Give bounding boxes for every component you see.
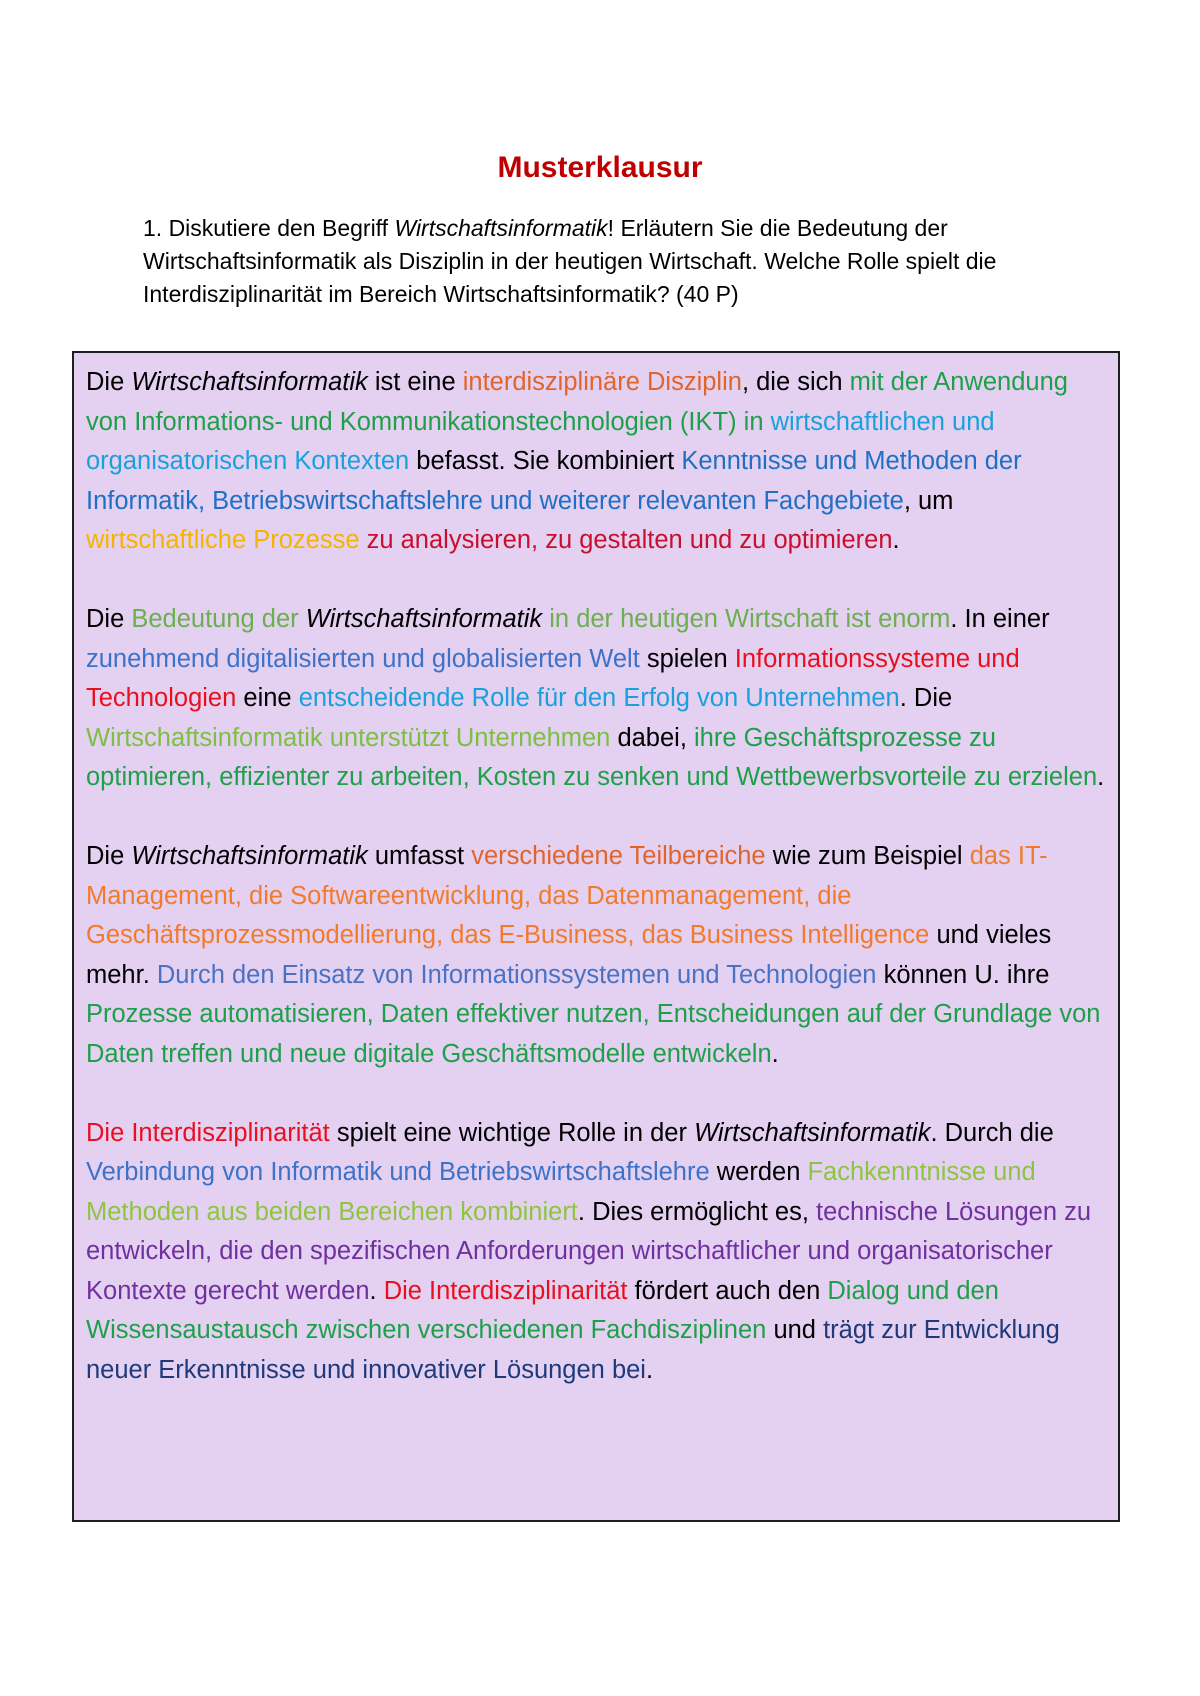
answer-segment: . (645, 1355, 654, 1384)
answer-segment: trägt zur Entwicklung neuer Erkenntnisse und innovativer Lösungen bei (86, 1316, 1060, 1384)
answer-segment: Dialog und den Wissensaustausch zwischen verschiedenen Fachdisziplinen (86, 1276, 999, 1344)
answer-segment (764, 408, 771, 436)
answer-segment: . In einer (950, 605, 1050, 633)
answer-segment: . (892, 526, 900, 554)
answer-segment: Wirtschaftsinformatik (131, 368, 368, 396)
answer-box (72, 351, 1120, 1522)
answer-segment: und vieles mehr. (86, 921, 1052, 989)
answer-segment: interdisziplinäre Disziplin (462, 368, 742, 396)
answer-paragraph-4 (86, 1114, 1108, 1391)
answer-segment: ihre Geschäftsprozesse zu optimieren, effizienter zu arbeiten, Kosten zu senken und Wettbewerbsvorteile zu erzielen (86, 723, 1098, 791)
answer-segment: , um (903, 486, 954, 515)
answer-segment: wie zum Beispiel (765, 842, 970, 870)
question-segment: 1. Diskutiere den Begriff (143, 215, 395, 241)
answer-segment: können U. ihre (876, 960, 1050, 989)
answer-segment: zunehmend digitalisierten und globalisierten Welt (86, 644, 640, 673)
answer-segment: Bedeutung der (131, 605, 306, 633)
answer-segment: . Die (899, 684, 953, 712)
answer-segment: umfasst (367, 842, 472, 870)
answer-segment: . (1097, 763, 1105, 791)
answer-segment: Die Interdisziplinarität (383, 1276, 628, 1305)
answer-segment: . (369, 1276, 384, 1305)
question-text (143, 212, 1083, 311)
answer-segment (360, 526, 367, 554)
answer-segment: spielen (639, 644, 735, 673)
answer-segment: eine (236, 684, 299, 712)
answer-segment: Wirtschaftsinformatik (131, 842, 368, 870)
answer-segment: wirtschaftliche Prozesse (86, 526, 360, 554)
answer-segment: . Durch die (930, 1118, 1054, 1147)
question-segment: Wirtschaftsinformatik (394, 215, 608, 241)
answer-segment: werden (709, 1158, 808, 1186)
answer-segment: spielt eine wichtige Rolle in der (329, 1118, 695, 1147)
answer-segment: Kenntnisse und Methoden der Informatik, Betriebswirtschaftslehre und weiterer relevanten Fachgebiete (86, 447, 1022, 515)
answer-segment: mit der Anwendung von Informations- und Kommunikationstechnologien (IKT) in (86, 368, 1068, 436)
answer-segment: Informationssysteme und Technologien (86, 644, 1020, 712)
answer-segment: dabei, (610, 723, 695, 752)
answer-segment: Die (86, 605, 132, 633)
answer-segment: Wirtschaftsinformatik (305, 605, 543, 633)
answer-segment: in der heutigen Wirtschaft ist enorm (542, 605, 951, 633)
answer-segment: Wirtschaftsinformatik (694, 1118, 931, 1147)
answer-paragraph-2 (86, 600, 1108, 798)
answer-paragraph-1 (86, 363, 1108, 561)
answer-segment: wirtschaftlichen und organisatorischen Kontexten (86, 407, 995, 475)
answer-segment: fördert auch den (627, 1276, 828, 1305)
answer-segment: Wirtschaftsinformatik unterstützt Unternehmen (86, 723, 611, 752)
answer-segment: . Dies ermöglicht es, (577, 1197, 816, 1226)
answer-segment: entscheidende Rolle für den Erfolg von Unternehmen (298, 684, 900, 712)
answer-segment: Verbindung von Informatik und Betriebswirtschaftslehre (86, 1158, 710, 1186)
answer-segment: Prozesse automatisieren, Daten effektiver nutzen, Entscheidungen auf der Grundlage von Daten treffen und neue digitale Geschäftsmodelle entwickeln (86, 1000, 1101, 1068)
page-title: Musterklausur (497, 151, 703, 184)
answer-segment: befasst. Sie kombiniert (409, 447, 682, 475)
answer-paragraph-3 (86, 837, 1108, 1074)
answer-segment: Durch den Einsatz von Informationssystemen und Technologien (156, 960, 877, 989)
answer-segment: Die Interdisziplinarität (86, 1118, 330, 1147)
answer-segment: . (771, 1039, 779, 1068)
answer-segment: zu analysieren, zu gestalten und zu optimieren (366, 526, 893, 554)
answer-segment: Fachkenntnisse und Methoden aus beiden Bereichen kombiniert (86, 1158, 1036, 1226)
answer-segment: technische Lösungen zu entwickeln, die den spezifischen Anforderungen wirtschaftlicher und organisatorischer Kontexte gerecht werden (86, 1197, 1092, 1305)
answer-segment: Die (86, 842, 132, 870)
answer-segment: das IT-Management, die Softwareentwicklung, das Datenmanagement, die Geschäftsprozessmodellierung, das E-Business, das Business Intelligence (86, 842, 1048, 949)
question-segment: ! Erläutern Sie die Bedeutung der Wirtschaftsinformatik als Disziplin in der heutigen Wirtschaft. Welche Rolle spielt die Interdisziplinarität im Bereich Wirtschaftsinformatik? (40 P) (143, 215, 997, 307)
answer-segment: verschiedene Teilbereiche (471, 842, 766, 870)
answer-segment: , die sich (741, 368, 850, 396)
answer-segment: Die (86, 368, 132, 396)
answer-segment: und (766, 1316, 824, 1344)
answer-segment: ist eine (367, 368, 463, 396)
